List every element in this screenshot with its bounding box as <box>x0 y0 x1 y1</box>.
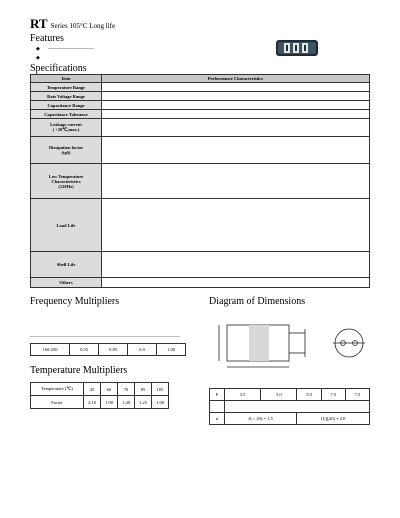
f-value: 3.5 <box>225 389 261 401</box>
spec-row-value <box>102 137 370 164</box>
temp-cell: 85 <box>135 383 152 396</box>
alpha-label: α <box>210 413 225 425</box>
spec-row-value <box>102 101 370 110</box>
alpha-value-long: (L≧20) = 2.0 <box>297 413 370 425</box>
spec-row-label: Shelf Life <box>31 252 102 278</box>
feature-text-blur-1 <box>48 48 94 49</box>
spec-row-label: Rate Voltage Range <box>31 92 102 101</box>
temperature-table <box>30 382 169 409</box>
alpha-value-short: (L< 20) = 1.5 <box>225 413 297 425</box>
spec-row-label: Capacitance Tolerance <box>31 110 102 119</box>
temp-cell: 45 <box>84 383 101 396</box>
specifications-heading: Specifications <box>30 63 87 74</box>
spec-row-label: Capacitance Range <box>31 101 102 110</box>
freq-voltage-cell: 160-250 <box>31 344 70 356</box>
specifications-table <box>30 74 370 288</box>
factor-cell: 2.10 <box>84 396 101 409</box>
spec-row-value <box>102 83 370 92</box>
spec-row-value <box>102 278 370 288</box>
temp-cell: 105 <box>152 383 169 396</box>
spec-row <box>31 199 370 252</box>
features-heading: Features <box>30 33 64 44</box>
temperature-heading: Temperature Multipliers <box>30 365 128 376</box>
frequency-table <box>30 343 186 356</box>
freq-value-cell: 1.00 <box>157 344 186 356</box>
f-value: 7.5 <box>345 389 369 401</box>
spec-row-label: Temperature Range <box>31 83 102 92</box>
frequency-header-blur <box>30 336 180 337</box>
spec-row-value <box>102 119 370 137</box>
spec-row-label: Dissipation factor (tgδ) <box>31 137 102 164</box>
col-performance-header: Performance Characteristics <box>102 75 370 83</box>
temp-cell: 70 <box>118 383 135 396</box>
spec-row <box>31 164 370 199</box>
dimension-diagram <box>209 307 370 377</box>
feature-bullet-2: ◆ <box>36 56 40 61</box>
feature-bullet-1: ◆ <box>36 47 40 52</box>
spec-row <box>31 278 370 288</box>
factor-cell: 1.40 <box>118 396 135 409</box>
factor-cell: 1.00 <box>152 396 169 409</box>
spec-row-label: Leakage current ( +20℃,max.) <box>31 119 102 137</box>
series-code: RT <box>30 16 48 31</box>
f-value: 5.0 <box>297 389 321 401</box>
spec-row-label: Load Life <box>31 199 102 252</box>
spec-row <box>31 252 370 278</box>
series-description: Series 105°C Long life <box>50 22 116 30</box>
f-value: 7.5 <box>321 389 345 401</box>
factor-cell: 1.90 <box>101 396 118 409</box>
spec-row-label: Others <box>31 278 102 288</box>
temp-cell: 60 <box>101 383 118 396</box>
spec-row-value <box>102 199 370 252</box>
f-label: F <box>210 389 225 401</box>
spec-row <box>31 92 370 101</box>
factor-row-label: Factor <box>31 396 84 409</box>
dimension-table <box>209 388 370 425</box>
freq-value-cell: 0.85 <box>99 344 128 356</box>
freq-value-cell: 0.55 <box>70 344 99 356</box>
factor-cell: 1.25 <box>135 396 152 409</box>
series-title <box>30 16 115 32</box>
spec-row <box>31 101 370 110</box>
spec-row-value <box>102 252 370 278</box>
spec-row <box>31 83 370 92</box>
temp-row-label: Temperature (℃) <box>31 383 84 396</box>
spec-row <box>31 119 370 137</box>
freq-value-cell: 0.9 <box>128 344 157 356</box>
spec-row-value <box>102 92 370 101</box>
d-blank <box>210 401 225 413</box>
col-item-header: Item <box>31 75 102 83</box>
spec-row-value <box>102 164 370 199</box>
spec-row-label: Low Temperature Characteristics (120Hz) <box>31 164 102 199</box>
specifications-body <box>31 83 370 288</box>
d-row-blank <box>225 401 370 413</box>
spec-row <box>31 137 370 164</box>
spec-row-value <box>102 110 370 119</box>
spec-row <box>31 110 370 119</box>
frequency-heading: Frequency Multipliers <box>30 296 120 307</box>
capacitor-image <box>276 40 318 56</box>
diagram-heading: Diagram of Dimensions <box>209 296 306 307</box>
f-value: 5.0 <box>261 389 297 401</box>
